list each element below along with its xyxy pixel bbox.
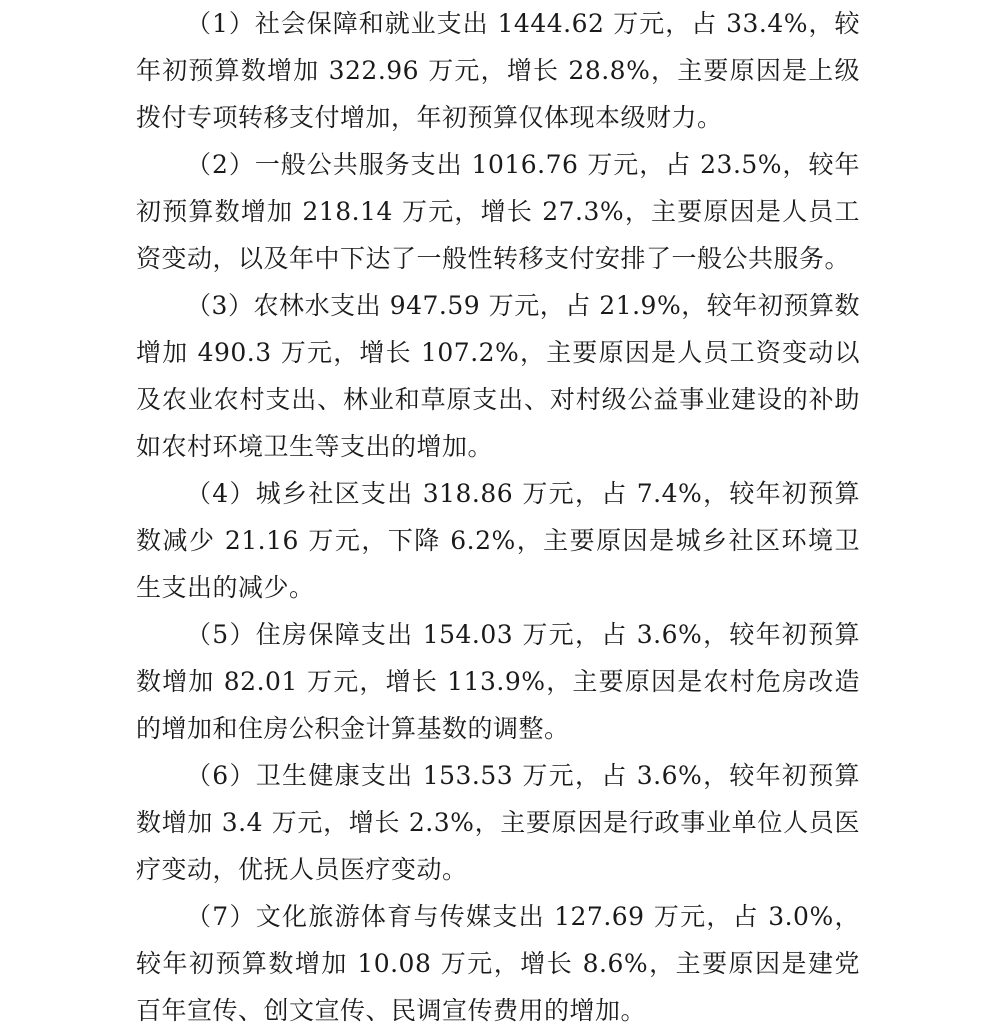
paragraph-social-security: （1）社会保障和就业支出 1444.62 万元，占 33.4%，较年初预算数增加 322.96 万元，增长 28.8%，主要原因是上级拨付专项转移支付增加，年初预算仅体现本级财力。 [136,9,860,132]
paragraph-urban-rural: （4）城乡社区支出 318.86 万元，占 7.4%，较年初预算数减少 21.16 万元，下降 6.2%，主要原因是城乡社区环境卫生支出的减少。 [136,479,860,602]
paragraph-health: （6）卫生健康支出 153.53 万元，占 3.6%，较年初预算数增加 3.4 万元，增长 2.3%，主要原因是行政事业单位人员医疗变动，优抚人员医疗变动。 [136,761,860,884]
paragraph-public-services: （2）一般公共服务支出 1016.76 万元，占 23.5%，较年初预算数增加 218.14 万元，增长 27.3%，主要原因是人员工资变动，以及年中下达了一般性转移支付安排了一般公共服务。 [136,150,860,273]
paragraph-agriculture: （3）农林水支出 947.59 万元，占 21.9%，较年初预算数增加 490.3 万元，增长 107.2%，主要原因是人员工资变动以及农业农村支出、林业和草原支出、对村级公益事业建设的补助如农村环境卫生等支出的增加。 [136,291,860,461]
document-body [136,0,860,1034]
paragraph-culture: （7）文化旅游体育与传媒支出 127.69 万元，占 3.0%，较年初预算数增加 10.08 万元，增长 8.6%，主要原因是建党百年宣传、创文宣传、民调宣传费用的增加。 [136,902,860,1025]
paragraph-housing: （5）住房保障支出 154.03 万元，占 3.6%，较年初预算数增加 82.01 万元，增长 113.9%，主要原因是农村危房改造的增加和住房公积金计算基数的调整。 [136,620,860,743]
